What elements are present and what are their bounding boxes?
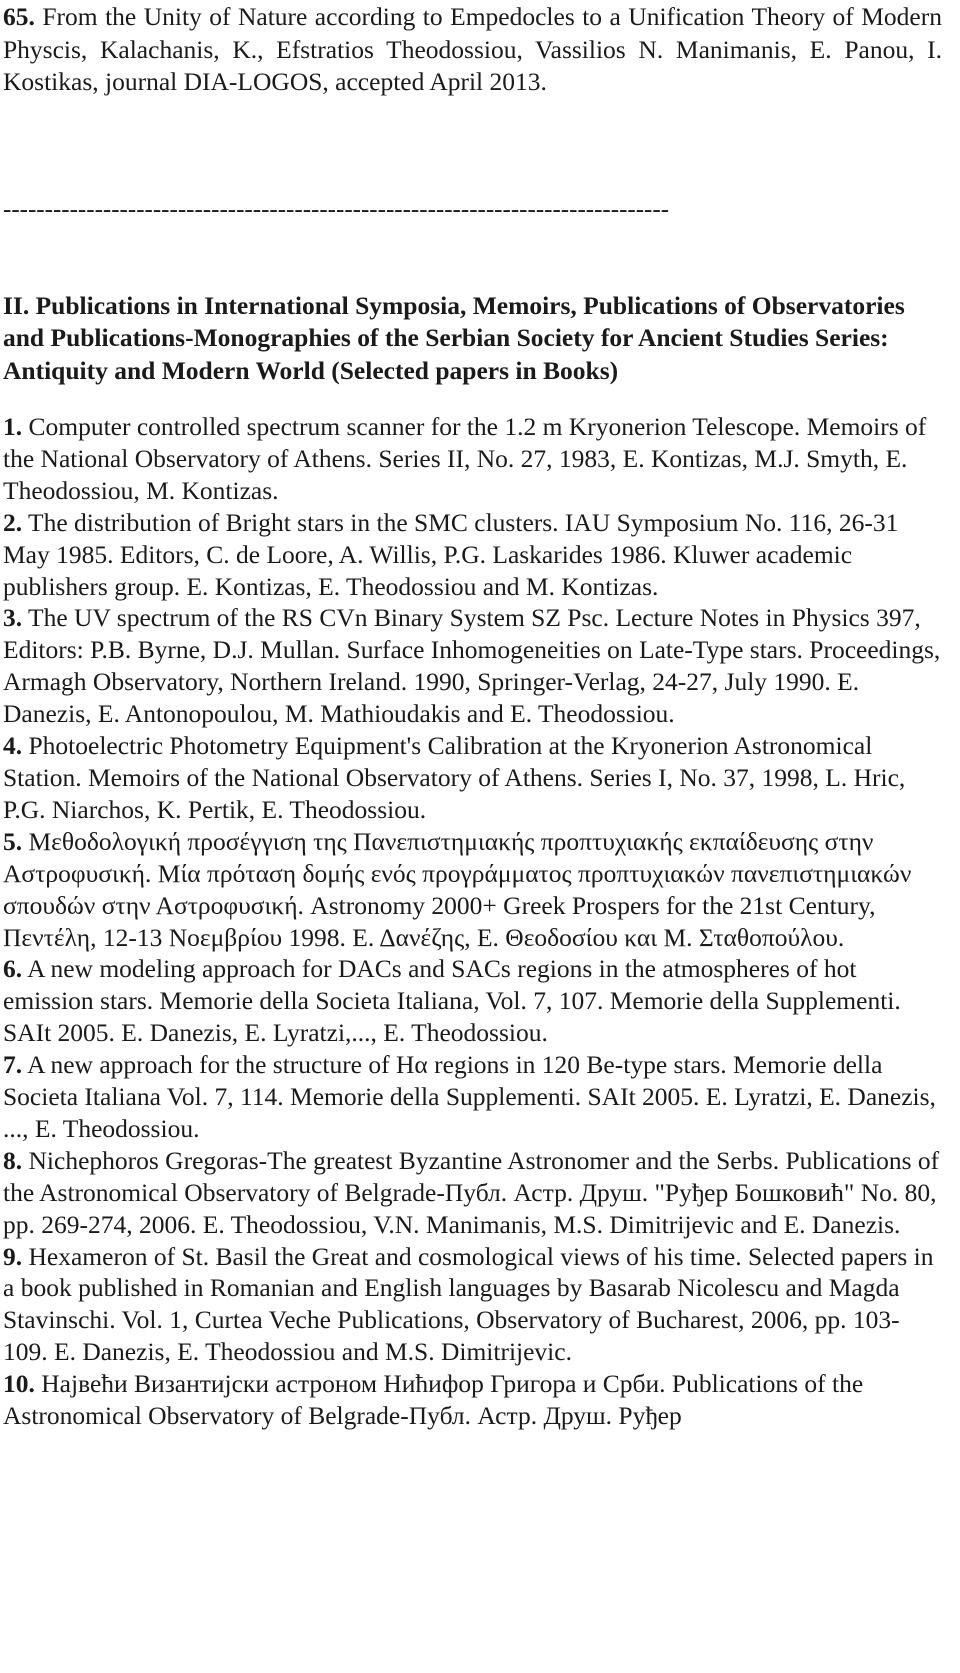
- publication-entry-8: [3, 1145, 942, 1241]
- entry-number: 3.: [3, 603, 23, 633]
- publication-entry-65: [3, 0, 942, 99]
- entry-text: A new modeling approach for DACs and SACs regions in the atmospheres of hot emission stars. Memorie della Societa Italiana, Vol. 7, 107. Memorie della Supplementi. SAIt 2005. E. Danezis, E. Lyratzi,..., E. Theodossiou.: [3, 954, 901, 1048]
- entry-text: Hexameron of St. Basil the Great and cosmological views of his time. Selected papers in a book published in Romanian and English languages by Basarab Nicolescu and Magda Stavinschi. Vol. 1, Curtea Veche Publications, Observatory of Bucharest, 2006, pp. 103-109. E. Danezis, E. Theodossiou and M.S. Dimitrijevic.: [3, 1241, 934, 1367]
- entry-number: 6.: [3, 954, 23, 984]
- publication-entry-3: [3, 602, 942, 730]
- entry-text: Највећи Византијски астроном Нићифор Григора и Срби. Publications of the Astronomical Observatory of Belgrade-Публ. Астр. Друш. Руђер: [3, 1369, 864, 1431]
- publication-list: [3, 387, 942, 1432]
- entry-number: 7.: [3, 1050, 23, 1080]
- publication-entry-6: [3, 953, 942, 1049]
- publication-entry-5: [3, 826, 942, 954]
- entry-text: Computer controlled spectrum scanner for the 1.2 m Kryonerion Telescope. Memoirs of the National Observatory of Athens. Series II, No. 27, 1983, E. Kontizas, M.J. Smyth, E. Theodossiou, M. Kontizas.: [3, 412, 927, 505]
- publication-entry-7: [3, 1049, 942, 1145]
- entry-text: From the Unity of Nature according to Empedocles to a Unification Theory of Modern Physcis, Kalachanis, K., Efstratios Theodossiou, Vassilios N. Manimanis, E. Panou, I. Kostikas, journal DIA-LOGOS, accepted April 2013.: [3, 2, 942, 96]
- section-heading: II. Publications in International Symposia, Memoirs, Publications of Observatories and Publications-Monographies of the Serbian Society for Ancient Studies Series: Antiquity and Modern World (Selected papers in Books): [3, 290, 905, 385]
- entry-number: 65.: [3, 2, 35, 31]
- entry-number: 2.: [3, 507, 23, 537]
- entry-text: A new approach for the structure of Hα regions in 120 Be-type stars. Memorie della Societa Italiana Vol. 7, 114. Memorie della Supplementi. SAIt 2005. E. Lyratzi, E. Danezis, ..., E. Theodossiou.: [3, 1050, 936, 1143]
- entry-number: 1.: [3, 412, 23, 441]
- publication-entry-10: [3, 1368, 942, 1432]
- section-divider: --------------------------------------------------------------------------------: [3, 195, 670, 223]
- publication-entry-2: [3, 507, 942, 603]
- publication-entry-4: [3, 730, 942, 826]
- entry-number: 5.: [3, 826, 23, 856]
- publication-entry-9: [3, 1241, 942, 1369]
- entry-number: 4.: [3, 731, 23, 761]
- publication-entry-1: [3, 411, 942, 507]
- entry-text: The UV spectrum of the RS CVn Binary System SZ Psc. Lecture Notes in Physics 397, Editors: P.B. Byrne, D.J. Mullan. Surface Inhomogeneities on Late-Type stars. Proceedings, Armagh Observatory, Northern Ireland. 1990, Springer-Verlag, 24-27, July 1990. E. Danezis, E. Antonopoulou, M. Mathioudakis and E. Theodossiou.: [3, 603, 941, 729]
- entry-text: Photoelectric Photometry Equipment's Calibration at the Kryonerion Astronomical Station. Memoirs of the National Observatory of Athens. Series I, No. 37, 1998, L. Hric, P.G. Niarchos, K. Pertik, E. Theodossiou.: [3, 731, 906, 824]
- entry-text: Μεθοδολογική προσέγγιση της Πανεπιστημιακής προπτυχιακής εκπαίδευσης στην Αστροφυσική. Μία πρόταση δομής ενός προγράμματος προπτυχιακών πανεπιστημιακών σπουδών στην Αστροφυσική. Astronomy 2000+ Greek Prospers for the 21st Century, Πεντέλη, 12-13 Νοεμβρίου 1998. Ε. Δανέζης, Ε. Θεοδοσίου και Μ. Σταθοπούλου.: [3, 826, 912, 952]
- entry-number: 10.: [3, 1369, 35, 1399]
- entry-number: 9.: [3, 1241, 23, 1271]
- entry-number: 8.: [3, 1145, 23, 1175]
- entry-text: The distribution of Bright stars in the SMC clusters. IAU Symposium No. 116, 26-31 May 1985. Editors, C. de Loore, A. Willis, P.G. Laskarides 1986. Kluwer academic publishers group. E. Kontizas, E. Theodossiou and M. Kontizas.: [3, 507, 899, 601]
- entry-text: Nichephoros Gregoras-The greatest Byzantine Astronomer and the Serbs. Publications of the Astronomical Observatory of Belgrade-Публ. Астр. Друш. "Руђер Бошковић" No. 80, pp. 269-274, 2006. E. Theodossiou, V.N. Manimanis, M.S. Dimitrijevic and E. Danezis.: [3, 1145, 940, 1239]
